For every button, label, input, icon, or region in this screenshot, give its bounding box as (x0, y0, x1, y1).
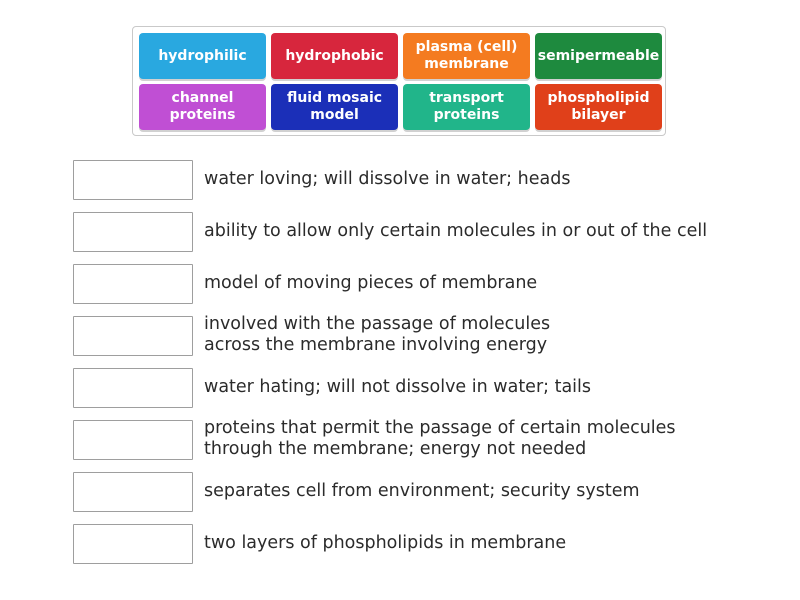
answer-tile-tray (132, 26, 666, 136)
tile-hydrophobic[interactable]: hydrophobic (271, 33, 398, 79)
tile-fluid-mosaic-model[interactable]: fluid mosaic model (271, 84, 398, 130)
drop-slot-7[interactable] (73, 472, 193, 512)
clue-text-6: proteins that permit the passage of certain molecules through the membrane; energy not needed (204, 418, 676, 459)
drop-slot-2[interactable] (73, 212, 193, 252)
tile-semipermeable[interactable]: semipermeable (535, 33, 662, 79)
drop-slot-6[interactable] (73, 420, 193, 460)
drop-slot-4[interactable] (73, 316, 193, 356)
tile-channel-proteins[interactable]: channel proteins (139, 84, 266, 130)
clue-text-7: separates cell from environment; security system (204, 481, 640, 501)
tile-plasma-cell-membrane[interactable]: plasma (cell) membrane (403, 33, 530, 79)
clue-text-2: ability to allow only certain molecules in or out of the cell (204, 221, 708, 241)
tile-hydrophilic[interactable]: hydrophilic (139, 33, 266, 79)
drop-slot-1[interactable] (73, 160, 193, 200)
drop-slot-8[interactable] (73, 524, 193, 564)
drop-slot-5[interactable] (73, 368, 193, 408)
drop-slot-3[interactable] (73, 264, 193, 304)
tile-phospholipid-bilayer[interactable]: phospholipid bilayer (535, 84, 662, 130)
clue-text-5: water hating; will not dissolve in water; tails (204, 377, 592, 397)
clue-text-1: water loving; will dissolve in water; heads (204, 169, 571, 189)
tile-transport-proteins[interactable]: transport proteins (403, 84, 530, 130)
clue-text-8: two layers of phospholipids in membrane (204, 533, 567, 553)
clue-text-4: involved with the passage of molecules across the membrane involving energy (204, 314, 551, 355)
clue-text-3: model of moving pieces of membrane (204, 273, 538, 293)
